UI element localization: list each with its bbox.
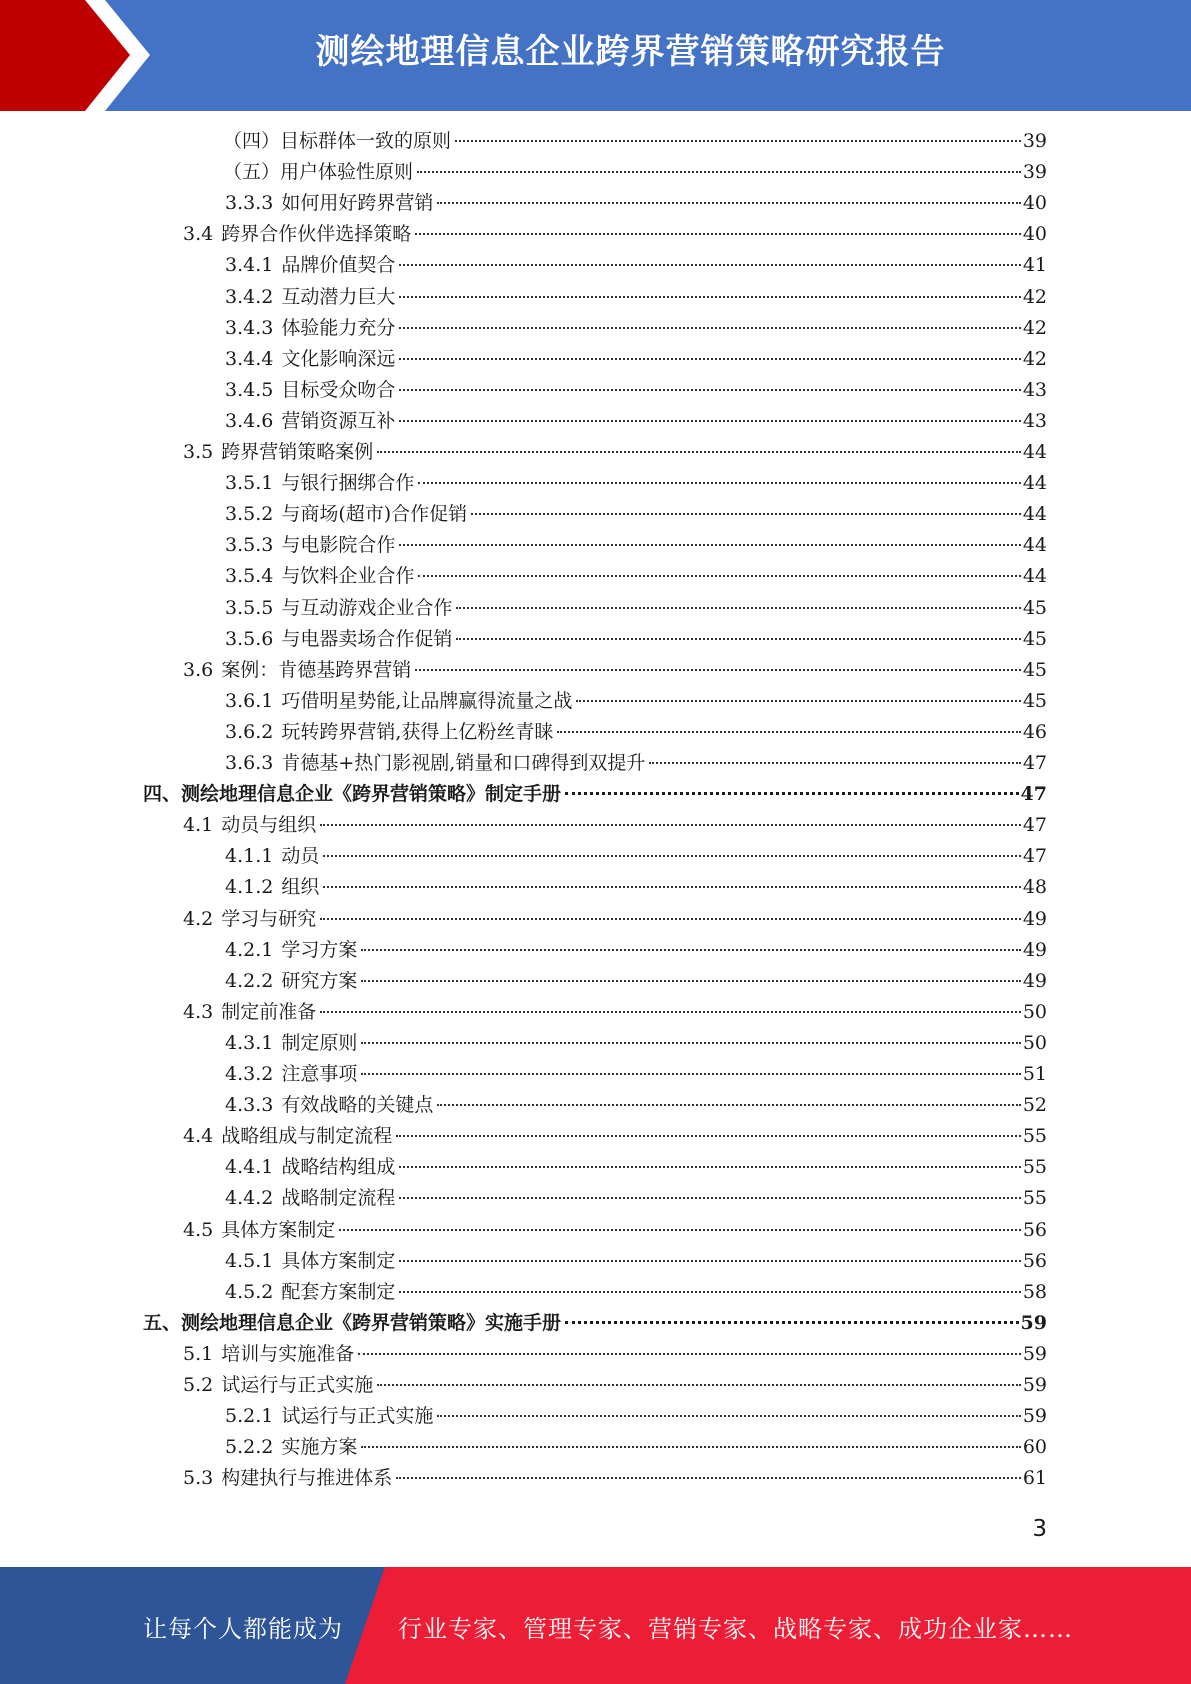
toc-entry-number: 4.2.1: [225, 939, 274, 961]
toc-entry[interactable]: [225, 686, 1047, 717]
toc-entry-page: 44: [1022, 565, 1047, 587]
toc-entry-title: 营销资源互补: [281, 410, 396, 432]
toc-entry-page: 59: [1022, 1343, 1047, 1365]
toc-entry-title: 学习方案: [281, 939, 358, 961]
toc-entry-title: 战略组成与制定流程: [221, 1125, 393, 1147]
toc-entry-number: 3.5.5: [225, 597, 274, 619]
toc-entry-page: 61: [1022, 1467, 1047, 1489]
toc-entry-number: 4.4.1: [225, 1156, 274, 1178]
toc-entry[interactable]: [225, 313, 1047, 344]
toc-entry-page: 59: [1020, 1312, 1047, 1334]
toc-dot-leader: [415, 669, 1021, 671]
toc-dot-leader: [399, 264, 1020, 266]
toc-entry-number: 4.4.2: [225, 1187, 274, 1209]
toc-entry[interactable]: [223, 126, 1047, 157]
toc-entry[interactable]: [225, 1401, 1047, 1432]
toc-dot-leader: [396, 1135, 1021, 1137]
toc-entry-number: 4.5.1: [225, 1250, 274, 1272]
toc-entry-page: 56: [1022, 1219, 1047, 1241]
toc-entry-page: 60: [1022, 1436, 1047, 1458]
toc-entry[interactable]: [225, 188, 1047, 219]
toc-entry-title: 与互动游戏企业合作: [281, 597, 453, 619]
toc-entry-number: 4.4: [183, 1125, 214, 1147]
toc-dot-leader: [320, 824, 1021, 826]
toc-entry-title: 制定原则: [281, 1032, 358, 1054]
toc-entry-title: 如何用好跨界营销: [281, 192, 434, 214]
toc-entry-number: 4.3: [183, 1001, 214, 1023]
toc-entry[interactable]: [225, 1059, 1047, 1090]
toc-dot-leader: [320, 1011, 1021, 1013]
toc-entry-number: 3.5.3: [225, 534, 274, 556]
toc-entry-number: 3.4.5: [225, 379, 274, 401]
toc-entry[interactable]: [225, 1090, 1047, 1121]
toc-entry[interactable]: [225, 872, 1047, 903]
toc-entry-number: 3.4.4: [225, 348, 274, 370]
toc-entry-page: 49: [1022, 970, 1047, 992]
toc-entry-page: 45: [1022, 597, 1047, 619]
toc-entry-page: 47: [1022, 845, 1047, 867]
toc-dot-leader: [320, 918, 1021, 920]
toc-dot-leader: [471, 513, 1021, 515]
toc-entry-title: 战略制定流程: [281, 1187, 396, 1209]
toc-entry-title: 跨界营销策略案例: [221, 441, 374, 463]
toc-entry-number: 4.3.3: [225, 1094, 274, 1116]
toc-entry[interactable]: [225, 717, 1047, 748]
toc-entry-number: 4.2: [183, 908, 214, 930]
toc-dot-leader: [399, 1291, 1020, 1293]
toc-entry-number: 4.3.1: [225, 1032, 274, 1054]
toc-entry-page: 47: [1022, 752, 1047, 774]
toc-entry[interactable]: [225, 935, 1047, 966]
page-header: [0, 0, 1191, 111]
toc-dot-leader: [418, 575, 1020, 577]
toc-entry-page: 45: [1022, 690, 1047, 712]
toc-entry-title: 动员与组织: [221, 814, 317, 836]
toc-entry[interactable]: [183, 219, 1047, 250]
toc-entry[interactable]: [225, 499, 1047, 530]
toc-dot-leader: [418, 482, 1020, 484]
toc-dot-leader: [557, 731, 1020, 733]
toc-entry-page: 48: [1022, 876, 1047, 898]
toc-entry-number: 4.1: [183, 814, 214, 836]
toc-entry-title: 与电器卖场合作促销: [281, 628, 453, 650]
toc-entry-number: 3.4.2: [225, 286, 274, 308]
toc-entry-page: 45: [1022, 628, 1047, 650]
toc-entry-page: 55: [1022, 1125, 1047, 1147]
toc-entry[interactable]: [225, 468, 1047, 499]
toc-entry-page: 43: [1022, 379, 1047, 401]
toc-entry-title: 具体方案制定: [281, 1250, 396, 1272]
toc-entry-number: 3.6: [183, 659, 214, 681]
toc-entry[interactable]: [225, 1432, 1047, 1463]
toc-entry-number: 5.2.1: [225, 1405, 274, 1427]
toc-dot-leader: [437, 1104, 1020, 1106]
toc-entry[interactable]: [225, 250, 1047, 281]
toc-entry-title: 制定前准备: [221, 1001, 317, 1023]
toc-entry-title: 文化影响深远: [281, 348, 396, 370]
toc-entry-page: 46: [1022, 721, 1047, 743]
toc-dot-leader: [361, 949, 1020, 951]
toc-entry-page: 39: [1022, 161, 1047, 183]
toc-entry-page: 50: [1022, 1001, 1047, 1023]
toc-entry-number: 5.3: [183, 1467, 214, 1489]
toc-entry[interactable]: [225, 1183, 1047, 1214]
toc-dot-leader: [399, 1197, 1020, 1199]
toc-entry-number: 4.1.1: [225, 845, 274, 867]
chevron-arrow-icon: [0, 0, 160, 111]
toc-entry-title: 实施方案: [281, 1436, 358, 1458]
toc-entry-page: 59: [1022, 1374, 1047, 1396]
toc-entry-page: 42: [1022, 317, 1047, 339]
toc-entry-title: 肯德基+热门影视剧,销量和口碑得到双提升: [281, 752, 646, 774]
toc-entry-page: 44: [1022, 534, 1047, 556]
toc-dot-leader: [456, 607, 1020, 609]
toc-entry-number: 3.6.2: [225, 721, 274, 743]
toc-entry[interactable]: [225, 561, 1047, 592]
footer-slogan-left: 让每个人都能成为: [143, 1615, 343, 1643]
toc-dot-leader: [361, 1446, 1020, 1448]
toc-entry-title: 跨界合作伙伴选择策略: [221, 223, 412, 245]
toc-entry[interactable]: [225, 966, 1047, 997]
toc-entry-number: 4.2.2: [225, 970, 274, 992]
toc-dot-leader: [361, 1042, 1020, 1044]
toc-entry-page: 55: [1022, 1187, 1047, 1209]
toc-entry-title: 品牌价值契合: [281, 254, 396, 276]
toc-entry[interactable]: [183, 1121, 1047, 1152]
toc-entry-title: 研究方案: [281, 970, 358, 992]
toc-entry-title: 试运行与正式实施: [281, 1405, 434, 1427]
toc-entry[interactable]: [225, 593, 1047, 624]
toc-entry-title: 巧借明星势能,让品牌赢得流量之战: [281, 690, 573, 712]
toc-entry-page: 59: [1022, 1405, 1047, 1427]
toc-entry[interactable]: [225, 1028, 1047, 1059]
toc-dot-leader: [323, 855, 1020, 857]
toc-entry[interactable]: [183, 1339, 1047, 1370]
toc-dot-leader: [576, 700, 1020, 702]
toc-dot-leader: [565, 1321, 1019, 1324]
report-title: 测绘地理信息企业跨界营销策略研究报告: [315, 32, 946, 72]
toc-entry-title: 目标受众吻合: [281, 379, 396, 401]
toc-entry[interactable]: [225, 406, 1047, 437]
toc-dot-leader: [565, 792, 1019, 795]
toc-entry-page: 44: [1022, 472, 1047, 494]
toc-entry-page: 43: [1022, 410, 1047, 432]
toc-dot-leader: [437, 202, 1020, 204]
toc-entry[interactable]: [225, 748, 1047, 779]
toc-entry-page: 45: [1022, 659, 1047, 681]
toc-entry-number: 5.1: [183, 1343, 214, 1365]
toc-dot-leader: [399, 296, 1020, 298]
toc-entry-number: 3.4: [183, 223, 214, 245]
toc-entry[interactable]: [183, 437, 1047, 468]
toc-entry-number: 4.3.2: [225, 1063, 274, 1085]
toc-dot-leader: [415, 233, 1021, 235]
toc-entry-page: 40: [1022, 192, 1047, 214]
page-number: 3: [1032, 1516, 1047, 1542]
toc-dot-leader: [437, 1415, 1020, 1417]
toc-entry-title: 与电影院合作: [281, 534, 396, 556]
toc-entry-page: 42: [1022, 286, 1047, 308]
toc-dot-leader: [399, 358, 1020, 360]
toc-entry-page: 49: [1022, 908, 1047, 930]
toc-dot-leader: [396, 1477, 1021, 1479]
toc-entry-page: 49: [1022, 939, 1047, 961]
toc-entry-title: 五、测绘地理信息企业《跨界营销策略》实施手册: [143, 1312, 562, 1334]
toc-entry-title: （五）用户体验性原则: [223, 161, 414, 183]
toc-dot-leader: [649, 762, 1020, 764]
toc-entry-number: 3.5.6: [225, 628, 274, 650]
toc-entry-number: 4.5: [183, 1219, 214, 1241]
toc-entry[interactable]: [225, 1277, 1047, 1308]
toc-entry-page: 52: [1022, 1094, 1047, 1116]
toc-entry-number: 4.1.2: [225, 876, 274, 898]
toc-entry[interactable]: [225, 624, 1047, 655]
toc-entry[interactable]: [225, 1152, 1047, 1183]
toc-entry-page: 47: [1020, 783, 1047, 805]
toc-entry-title: 动员: [281, 845, 320, 867]
toc-entry-title: 组织: [281, 876, 320, 898]
toc-entry[interactable]: [225, 282, 1047, 313]
toc-entry-number: 3.5.4: [225, 565, 274, 587]
toc-entry[interactable]: [183, 1463, 1047, 1494]
toc-entry-title: 体验能力充分: [281, 317, 396, 339]
toc-entry-number: 3.4.3: [225, 317, 274, 339]
toc-dot-leader: [377, 451, 1021, 453]
toc-entry[interactable]: [225, 1246, 1047, 1277]
toc-entry-title: 与银行捆绑合作: [281, 472, 415, 494]
toc-entry-title: 有效战略的关键点: [281, 1094, 434, 1116]
toc-entry-number: 5.2.2: [225, 1436, 274, 1458]
toc-dot-leader: [399, 327, 1020, 329]
toc-entry-title: 互动潜力巨大: [281, 286, 396, 308]
toc-entry-page: 39: [1022, 130, 1047, 152]
toc-entry-number: 4.5.2: [225, 1281, 274, 1303]
toc-entry[interactable]: [225, 841, 1047, 872]
toc-dot-leader: [399, 544, 1020, 546]
toc-dot-leader: [361, 1073, 1020, 1075]
toc-entry-page: 58: [1022, 1281, 1047, 1303]
toc-entry-page: 50: [1022, 1032, 1047, 1054]
toc-dot-leader: [377, 1384, 1021, 1386]
toc-dot-leader: [417, 171, 1021, 173]
toc-entry-number: 3.5.2: [225, 503, 274, 525]
toc-entry-number: 5.2: [183, 1374, 214, 1396]
toc-dot-leader: [399, 389, 1020, 391]
toc-entry-page: 41: [1022, 254, 1047, 276]
toc-entry-number: 3.4.6: [225, 410, 274, 432]
toc-entry-title: （四）目标群体一致的原则: [223, 130, 452, 152]
toc-dot-leader: [358, 1353, 1021, 1355]
toc-entry[interactable]: [183, 1370, 1047, 1401]
toc-dot-leader: [399, 420, 1020, 422]
toc-entry-title: 具体方案制定: [221, 1219, 336, 1241]
toc-dot-leader: [455, 140, 1021, 142]
toc-dot-leader: [339, 1229, 1021, 1231]
toc-entry[interactable]: [183, 655, 1047, 686]
toc-entry[interactable]: [225, 375, 1047, 406]
toc-entry[interactable]: [225, 530, 1047, 561]
toc-entry-title: 培训与实施准备: [221, 1343, 355, 1365]
toc-entry-page: 56: [1022, 1250, 1047, 1272]
toc-dot-leader: [361, 980, 1020, 982]
toc-entry-number: 3.5: [183, 441, 214, 463]
toc-entry[interactable]: [183, 810, 1047, 841]
toc-entry-number: 3.6.3: [225, 752, 274, 774]
toc-entry-page: 42: [1022, 348, 1047, 370]
toc-entry-page: 44: [1022, 441, 1047, 463]
toc-entry-title: 与饮料企业合作: [281, 565, 415, 587]
toc-dot-leader: [399, 1260, 1020, 1262]
toc-entry[interactable]: [225, 344, 1047, 375]
toc-entry-title: 案例：肯德基跨界营销: [221, 659, 412, 681]
footer-slogan-right: 行业专家、管理专家、营销专家、战略专家、成功企业家……: [398, 1615, 1073, 1643]
toc-entry[interactable]: [143, 779, 1047, 810]
toc-entry-number: 3.5.1: [225, 472, 274, 494]
page-footer: [0, 1567, 1191, 1684]
toc-entry-title: 试运行与正式实施: [221, 1374, 374, 1396]
toc-entry-page: 55: [1022, 1156, 1047, 1178]
toc-entry[interactable]: [183, 997, 1047, 1028]
toc-entry-title: 配套方案制定: [281, 1281, 396, 1303]
toc-entry-number: 3.4.1: [225, 254, 274, 276]
toc-entry[interactable]: [183, 904, 1047, 935]
toc-dot-leader: [399, 1166, 1020, 1168]
toc-entry-page: 44: [1022, 503, 1047, 525]
toc-entry-page: 40: [1022, 223, 1047, 245]
toc-dot-leader: [456, 638, 1020, 640]
toc-entry-title: 学习与研究: [221, 908, 317, 930]
toc-entry-title: 四、测绘地理信息企业《跨界营销策略》制定手册: [143, 783, 562, 805]
toc-entry-number: 3.6.1: [225, 690, 274, 712]
toc-entry-title: 玩转跨界营销,获得上亿粉丝青睐: [281, 721, 554, 743]
toc-entry-number: 3.3.3: [225, 192, 274, 214]
toc-entry-page: 47: [1022, 814, 1047, 836]
toc-entry-title: 与商场(超市)合作促销: [281, 503, 468, 525]
toc-entry-title: 战略结构组成: [281, 1156, 396, 1178]
toc-entry[interactable]: [183, 1215, 1047, 1246]
toc-entry[interactable]: [143, 1308, 1047, 1339]
toc-entry[interactable]: [223, 157, 1047, 188]
toc-entry-title: 注意事项: [281, 1063, 358, 1085]
toc-dot-leader: [323, 886, 1020, 888]
toc-entry-title: 构建执行与推进体系: [221, 1467, 393, 1489]
toc-entry-page: 51: [1022, 1063, 1047, 1085]
